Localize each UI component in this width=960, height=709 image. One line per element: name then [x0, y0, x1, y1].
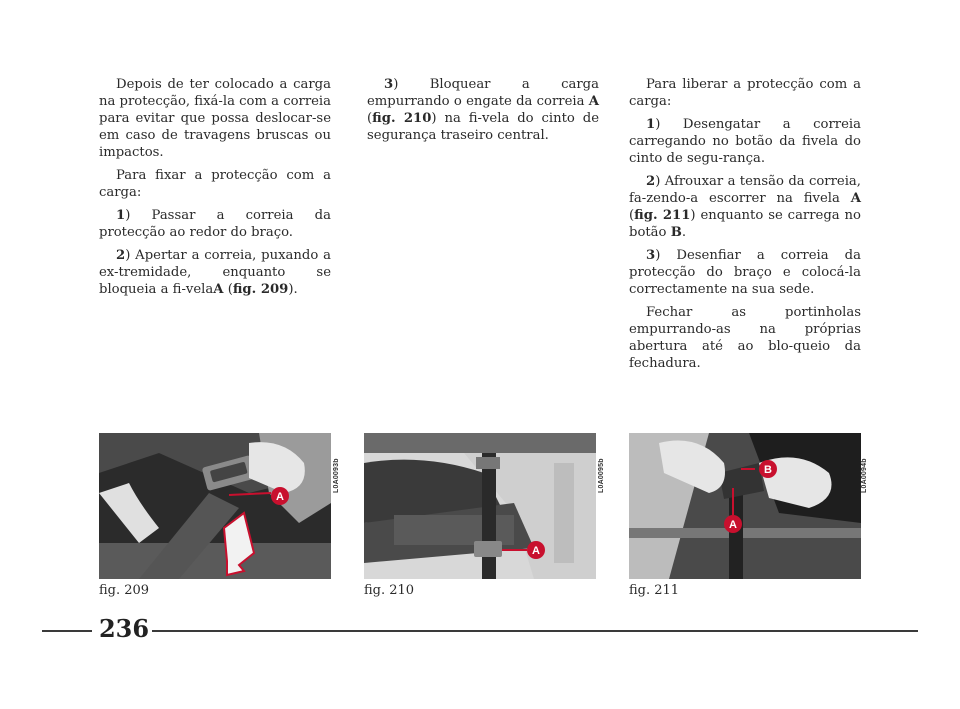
- page-number: 236: [98, 614, 150, 643]
- figure-reference: fig. 211: [634, 208, 691, 223]
- text-column-2: [367, 76, 599, 150]
- text-column-1: [99, 76, 331, 304]
- figure-code: L0A0095b: [598, 458, 605, 493]
- step-number: 3: [384, 77, 394, 92]
- figure-reference: fig. 210: [372, 111, 432, 126]
- callout-b-label: B: [764, 464, 772, 476]
- paragraph: Depois de ter colocado a carga na protecção, fixá-la com a correia para evitar que possa deslocar-se em caso de travagens bruscas ou impactos.: [99, 77, 332, 160]
- part-reference: A: [588, 94, 599, 109]
- part-reference: A: [850, 191, 861, 206]
- step-paragraph: 3) Bloquear a carga empurrando o engate da correia A (fig. 210) na fi-vela do cinto de segurança traseiro central.: [367, 77, 599, 143]
- paragraph: Para liberar a protecção com a carga:: [629, 77, 861, 109]
- figure-209-photo: [99, 433, 331, 579]
- step-paragraph: 1) Desengatar a correia carregando no botão da fivela do cinto de segu-rança.: [629, 117, 861, 166]
- footer-rule-right: [152, 630, 918, 632]
- part-reference: A: [213, 282, 224, 297]
- figure-code: L0A0093b: [333, 458, 340, 493]
- step-number: 2: [116, 248, 126, 263]
- step-paragraph: 1) Passar a correia da protecção ao redor do braço.: [99, 208, 331, 240]
- step-paragraph: 2) Afrouxar a tensão da correia, fa-zendo-a escorrer na fivela A (fig. 211) enquanto se carrega no botão B.: [629, 174, 861, 240]
- step-number: 1: [116, 208, 126, 223]
- seat-belt-strap-illustration: [99, 433, 331, 579]
- step-paragraph: 3) Desenfiar a correia da protecção do braço e colocá-la correctamente na sua sede.: [629, 248, 861, 297]
- paragraph: Para fixar a protecção com a carga:: [99, 168, 331, 200]
- callout-a-label: A: [729, 519, 737, 531]
- part-reference: B: [670, 225, 682, 240]
- step-number: 1: [646, 117, 656, 132]
- figure-211-photo: [629, 433, 861, 579]
- buckle-release-illustration: [629, 433, 861, 579]
- callout-a-label: A: [276, 491, 284, 503]
- armrest-strap-illustration: [364, 433, 596, 579]
- figure-reference: fig. 209: [232, 282, 289, 297]
- figure-210-photo: [364, 433, 596, 579]
- footer-rule-left: [42, 630, 92, 632]
- paragraph: Fechar as portinholas empurrando-as na próprias abertura até ao blo-queio da fechadura.: [629, 305, 861, 371]
- figure-caption: fig. 210: [364, 583, 415, 598]
- figure-caption: fig. 209: [99, 583, 150, 598]
- step-number: 2: [646, 174, 656, 189]
- figure-code: L0A0094b: [861, 458, 868, 493]
- callout-a-label: A: [532, 545, 540, 557]
- step-paragraph: 2) Apertar a correia, puxando a ex-tremidade, enquanto se bloqueia a fi-velaA (fig. 209).: [99, 248, 331, 297]
- step-number: 3: [646, 248, 656, 263]
- figure-caption: fig. 211: [629, 583, 680, 598]
- text-column-3: [629, 76, 861, 378]
